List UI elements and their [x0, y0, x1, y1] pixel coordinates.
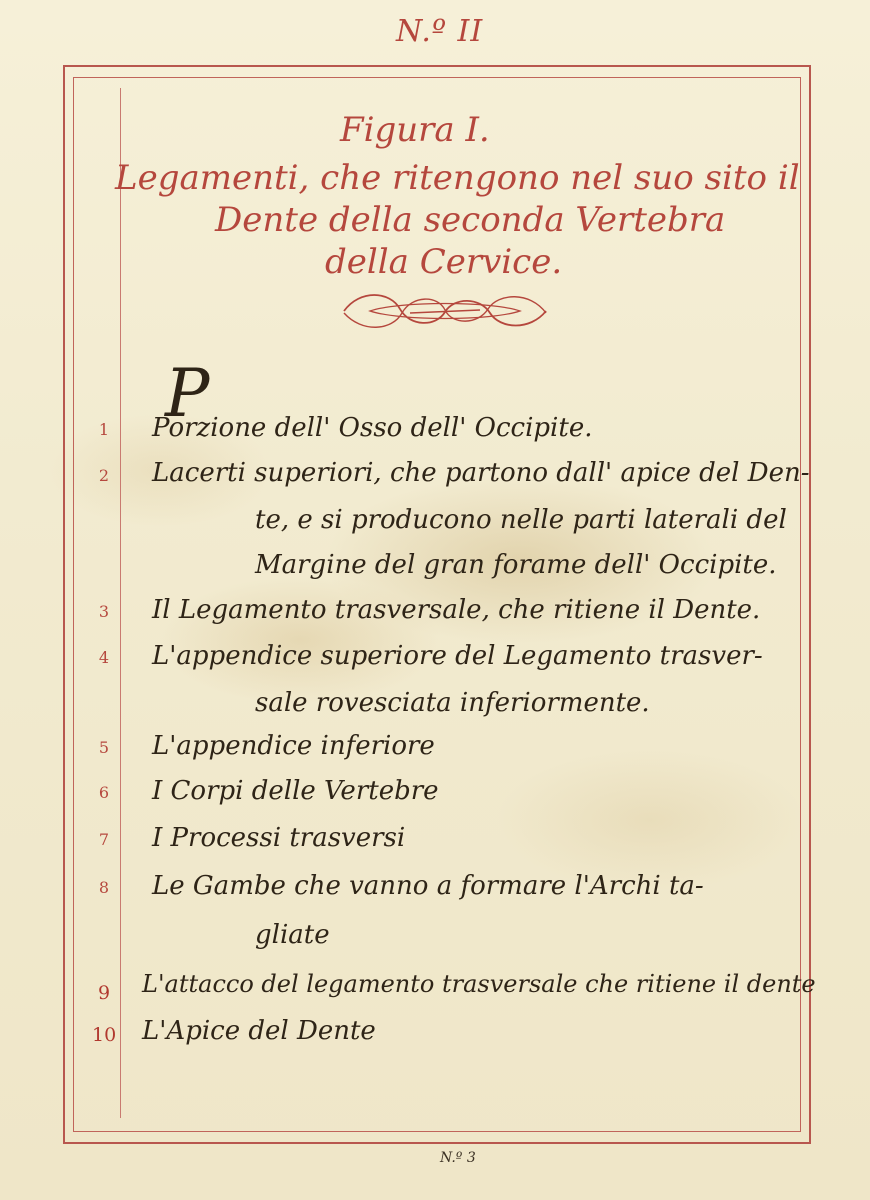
title-line-1: Legamenti, che ritengono nel suo sito il [115, 158, 800, 198]
plate-number: N.º II [396, 14, 484, 49]
entry-number: 1 [98, 420, 110, 439]
entry-number: 7 [98, 830, 110, 849]
entry-text: L'Apice del Dente [142, 1016, 376, 1046]
entry-number: 10 [92, 1024, 117, 1046]
entry-text-continued: te, e si producono nelle parti laterali del [255, 505, 787, 535]
entry-text: L'appendice inferiore [152, 731, 435, 761]
entry-text: L'attacco del legamento trasversale che ritiene il dente [142, 970, 816, 998]
title-line-2: Dente della seconda Vertebra [215, 200, 726, 240]
entry-text-continued: Margine del gran forame dell' Occipite. [255, 550, 777, 580]
figure-title: Figura I. [340, 110, 490, 150]
entry-number: 2 [98, 466, 110, 485]
entry-text: Il Legamento trasversale, che ritiene il Dente. [152, 595, 761, 625]
entry-number: 3 [98, 602, 110, 621]
entry-text-continued: sale rovesciata inferiormente. [255, 688, 650, 718]
entry-text: Le Gambe che vanno a formare l'Archi ta- [152, 871, 704, 901]
entry-number: 6 [98, 783, 110, 802]
title-line-3: della Cervice. [325, 242, 563, 282]
entry-number: 8 [98, 878, 110, 897]
flourish-ornament [340, 283, 550, 341]
entry-number: 9 [97, 982, 111, 1004]
page-mark: N.º 3 [440, 1150, 476, 1166]
decorative-initial: P [165, 355, 210, 432]
entry-text: L'appendice superiore del Legamento trasver- [152, 641, 763, 671]
entry-text: I Corpi delle Vertebre [152, 776, 439, 806]
entry-number: 5 [98, 738, 110, 757]
entry-text-continued: gliate [255, 920, 330, 950]
entry-text: Porzione dell' Osso dell' Occipite. [152, 413, 593, 443]
entry-text: I Processi trasversi [152, 823, 406, 853]
margin-rule [120, 88, 121, 1118]
entry-number: 4 [98, 648, 110, 667]
entry-text: Lacerti superiori, che partono dall' apice del Den- [152, 458, 810, 488]
